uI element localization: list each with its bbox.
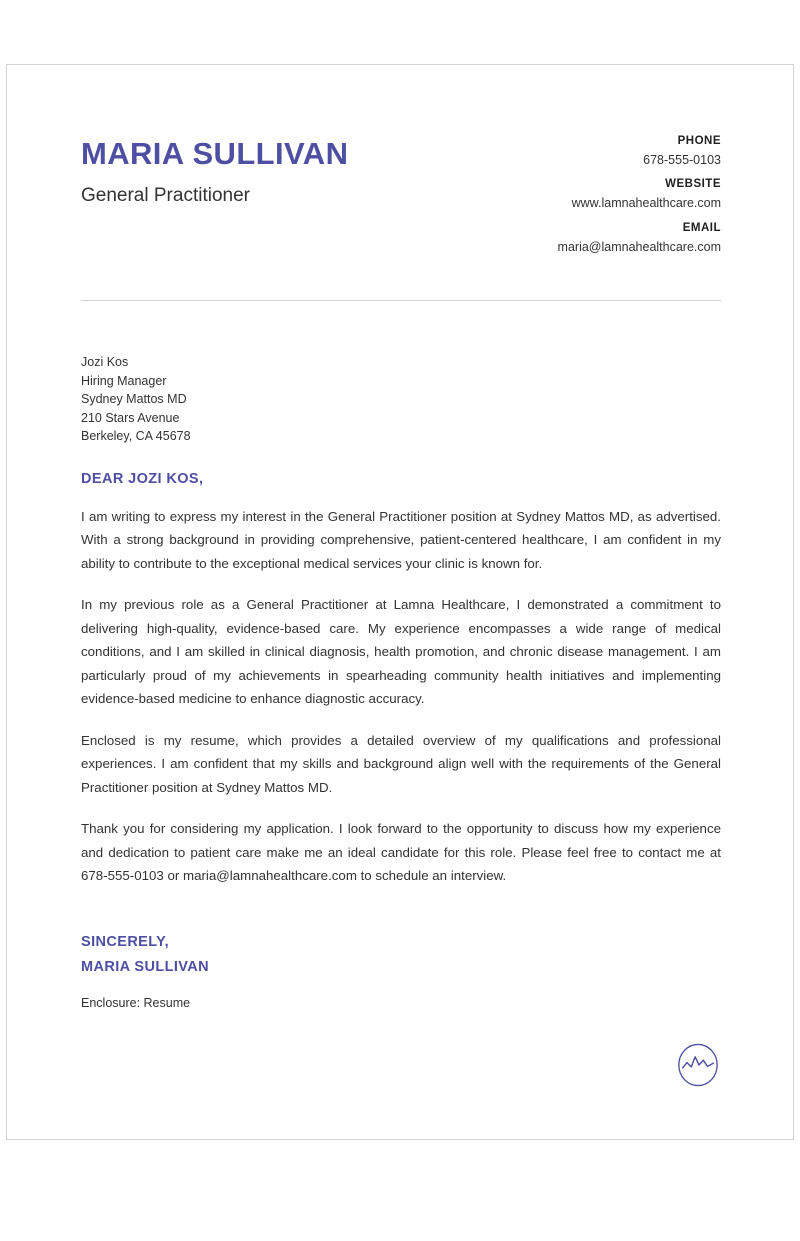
recipient-job-title: Hiring Manager	[81, 373, 167, 388]
body-paragraph-3: Enclosed is my resume, which provides a detailed overview of my qualifications and professional experiences. I am confident that my skills and background align well with the requirements of the General Practitioner position at Sydney Mattos MD.	[81, 732, 721, 795]
letter-header	[81, 131, 721, 256]
contact-website-label: WEBSITE	[665, 178, 721, 191]
sender-identity	[81, 131, 348, 208]
letter-salutation: DEAR JOZI KOS,	[81, 470, 204, 487]
letter-closing	[81, 930, 721, 1012]
recipient-name: Jozi Kos	[81, 355, 129, 370]
body-paragraph-2: In my previous role as a General Practitioner at Lamna Healthcare, I demonstrated a commitment to delivering high-quality, evidence-based care. My experience encompasses a wide range of medical conditions, and I am skilled in clinical diagnosis, health promotion, and chronic disease management. I am particularly proud of my achievements in spearheading community health initiatives and implementing evidence-based medicine to enhance diagnostic accuracy.	[81, 597, 721, 707]
contact-details	[501, 131, 721, 256]
contact-website-value[interactable]: www.lamnahealthcare.com	[571, 196, 721, 211]
enclosure-note: Enclosure: Resume	[81, 995, 191, 1010]
contact-email-value[interactable]: maria@lamnahealthcare.com	[557, 239, 721, 254]
recipient-company: Sydney Mattos MD	[81, 392, 187, 407]
letter-content	[81, 131, 721, 1088]
mountain-peaks-circle-logo-icon	[675, 1042, 721, 1088]
closing-salutation: SINCERELY,	[81, 933, 170, 950]
letter-page	[6, 64, 794, 1140]
contact-website	[501, 176, 721, 212]
contact-email-label: EMAIL	[682, 221, 721, 234]
closing-signature-name: MARIA SULLIVAN	[81, 958, 210, 975]
body-paragraph-4: Thank you for considering my application. I look forward to the opportunity to discuss how my experience and dedication to patient care make me an ideal candidate for this role. Please feel free to contact me at 678-555-0103 or maria@lamnahealthcare.com to schedule an interview.	[81, 821, 721, 884]
logo-container	[81, 1042, 721, 1088]
sender-name: MARIA SULLIVAN	[81, 136, 349, 171]
letter-body	[81, 505, 721, 888]
recipient-street: 210 Stars Avenue	[81, 410, 180, 425]
body-paragraph-1: I am writing to express my interest in the General Practitioner position at Sydney Mattos MD, as advertised. With a strong background in providing comprehensive, patient-centered healthcare, I am confident in my ability to contribute to the exceptional medical services your clinic is known for.	[81, 508, 721, 571]
sender-job-title: General Practitioner	[81, 185, 250, 207]
contact-phone-value: 678-555-0103	[643, 152, 721, 167]
contact-phone	[501, 133, 721, 169]
recipient-address-block	[81, 353, 721, 446]
contact-email	[501, 220, 721, 256]
recipient-city-state-zip: Berkeley, CA 45678	[81, 429, 191, 444]
header-divider	[81, 300, 721, 301]
contact-phone-label: PHONE	[677, 135, 721, 147]
